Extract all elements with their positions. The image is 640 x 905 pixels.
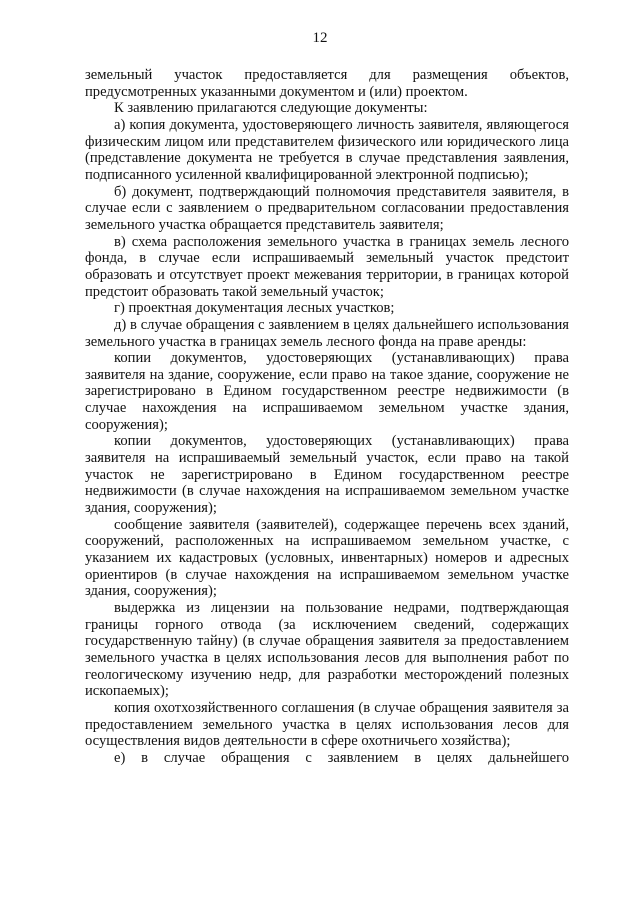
- paragraph: выдержка из лицензии на пользование недрами, подтверждающая границы горного отвода (за исключением сведений, содержащих государственную тайну) (в случае обращения заявителя за предоставлением земельного участка в целях использования лесов для выполнения работ по геологическому изучению недр, для разработки месторождений полезных ископаемых);: [85, 600, 569, 700]
- paragraph: земельный участок предоставляется для размещения объектов, предусмотренных указанными документом и (или) проектом.: [85, 67, 569, 100]
- paragraph: а) копия документа, удостоверяющего личность заявителя, являющегося физическим лицом или представителем физического или юридического лица (представление документа не требуется в случае представления заявления, подписанного усиленной квалифицированной электронной подписью);: [85, 116, 569, 183]
- paragraph: К заявлению прилагаются следующие документы:: [114, 100, 428, 117]
- paragraph: б) документ, подтверждающий полномочия представителя заявителя, в случае если с заявлением о предварительном согласовании предоставления земельного участка обращается представитель заявителя;: [85, 183, 569, 233]
- paragraph: д) в случае обращения с заявлением в целях дальнейшего использования земельного участка в границах земель лесного фонда на праве аренды:: [85, 316, 569, 350]
- paragraph: копии документов, удостоверяющих (устанавливающих) права заявителя на испрашиваемый земельный участок, если право на такой участок не зарегистрировано в Едином государственном реестре недвижимости (в случае нахождения на испрашиваемом земельном участке здания, сооружения);: [85, 433, 569, 517]
- paragraph: г) проектная документация лесных участков;: [114, 300, 395, 317]
- paragraph: копии документов, удостоверяющих (устанавливающих) права заявителя на здание, сооружение, если право на такое здание, сооружение не зарегистрировано в Едином государственном реестре недвижимости (в случае нахождения на испрашиваемом земельном участке здания, сооружения);: [85, 350, 569, 433]
- body-text: [85, 67, 569, 767]
- paragraph: копия охотхозяйственного соглашения (в случае обращения заявителя за предоставлением земельного участка в целях использования лесов для осуществления видов деятельности в сфере охотничьего хозяйства);: [85, 699, 569, 750]
- page-number: 12: [312, 30, 328, 46]
- paragraph: е) в случае обращения с заявлением в целях дальнейшего: [114, 749, 569, 766]
- paragraph: в) схема расположения земельного участка в границах земель лесного фонда, в случае если испрашиваемый земельный участок предстоит образовать и отсутствует проект межевания территории, в границах которой предстоит образовать такой земельный участок;: [85, 233, 569, 300]
- paragraph: сообщение заявителя (заявителей), содержащее перечень всех зданий, сооружений, расположенных на испрашиваемом земельном участке, с указанием их кадастровых (условных, инвентарных) номеров и адресных ориентиров (в случае нахождения на испрашиваемом земельном участке здания, сооружения);: [85, 516, 569, 600]
